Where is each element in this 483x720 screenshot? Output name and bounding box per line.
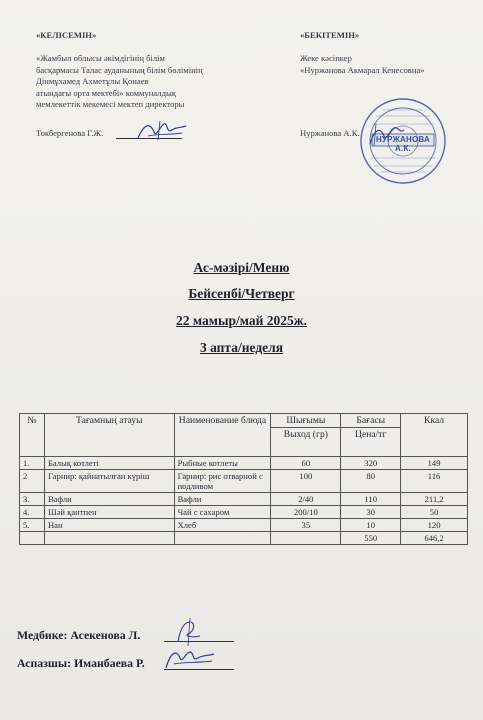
row-price: 110	[341, 493, 401, 506]
row-yield: 60	[271, 457, 341, 470]
approve-right-line: Жеке кәсіпкер	[300, 53, 352, 63]
table-row	[20, 493, 468, 506]
header-price-ru: Цена/тг	[341, 428, 401, 457]
menu-title: Ас-мәзірі/Меню	[193, 260, 290, 275]
approve-left-line: «Жамбыл облысы әкімдігінің білім	[36, 53, 165, 63]
row-yield: 2/40	[271, 493, 341, 506]
row-kcal: 149	[401, 457, 468, 470]
cook-signer: Аспазшы: Иманбаева Р.	[17, 656, 145, 670]
row-num: 5.	[20, 519, 45, 532]
total-price: 550	[341, 532, 401, 545]
row-num: 1.	[20, 457, 45, 470]
director-signature	[134, 118, 190, 144]
header-num: №	[20, 414, 45, 457]
total-empty	[44, 532, 174, 545]
approve-left-line: мемлекеттік мекемесі мектеп директоры	[36, 99, 185, 109]
header-name-ru: Наименование блюда	[174, 414, 271, 457]
table-row	[20, 470, 468, 493]
approve-left-signer: Токбергенова Г.Ж.	[36, 128, 104, 138]
entrepreneur-signature	[366, 120, 406, 150]
approve-left-body	[36, 53, 203, 111]
approve-left-line: басқармасы Талас ауданының білім бөлімінің	[36, 64, 203, 75]
approve-right-line: «Нуржанова Акмарал Кенесовна»	[300, 64, 425, 75]
approve-left-line: атындағы орта мектебі» коммуналдық	[36, 87, 176, 98]
total-empty	[271, 532, 341, 545]
header-kcal: Ккал	[401, 414, 468, 457]
row-price: 80	[341, 470, 401, 493]
header-yield-kz: Шығымы	[271, 414, 341, 428]
menu-date: 22 мамыр/май 2025ж.	[176, 313, 307, 328]
row-price: 10	[341, 519, 401, 532]
header-name-kz: Тағамның атауы	[44, 414, 174, 457]
row-kcal: 50	[401, 506, 468, 519]
row-name-kz: Гарнир: қайнатылған күріш	[44, 470, 174, 493]
row-kcal: 120	[401, 519, 468, 532]
row-name-kz: Балық котлеті	[44, 457, 174, 470]
nurse-signer: Медбике: Асекенова Л.	[17, 628, 141, 642]
total-kcal: 646,2	[401, 532, 468, 545]
row-price: 320	[341, 457, 401, 470]
row-yield: 35	[271, 519, 341, 532]
row-name-ru: Рыбные котлеты	[174, 457, 271, 470]
row-name-kz: Вафли	[44, 493, 174, 506]
stamp-text: НУРЖАНОВА А.К.	[376, 135, 430, 153]
row-num: 4.	[20, 506, 45, 519]
row-num: 2	[20, 470, 45, 493]
row-name-kz: Шәй қантпен	[44, 506, 174, 519]
row-name-kz: Нан	[44, 519, 174, 532]
menu-weekday: Бейсенбі/Четверг	[188, 286, 295, 301]
table-row	[20, 519, 468, 532]
table-total-row	[20, 532, 468, 545]
table-row	[20, 506, 468, 519]
total-empty	[20, 532, 45, 545]
total-empty	[174, 532, 271, 545]
row-num: 3.	[20, 493, 45, 506]
row-kcal: 116	[401, 470, 468, 493]
cook-signature	[162, 644, 218, 674]
approve-right-title: «БЕКІТЕМІН»	[300, 30, 360, 40]
menu-table	[19, 413, 468, 545]
approve-right-body	[300, 53, 425, 76]
row-name-ru: Хлеб	[174, 519, 271, 532]
row-kcal: 211,2	[401, 493, 468, 506]
table-header-row	[20, 414, 468, 428]
row-yield: 100	[271, 470, 341, 493]
row-price: 30	[341, 506, 401, 519]
table-row	[20, 457, 468, 470]
row-name-ru: Гарнир: рис отварной с подливом	[174, 470, 271, 493]
menu-week: 3 апта/неделя	[199, 340, 284, 355]
row-name-ru: Чай с сахаром	[174, 506, 271, 519]
approve-left-line: Дінмұхамед Ахметұлы Қонаев	[36, 76, 149, 86]
approve-left-title: «КЕЛІСЕМІН»	[36, 30, 97, 40]
row-name-ru: Вафли	[174, 493, 271, 506]
header-yield-ru: Выход (гр)	[271, 428, 341, 457]
header-price-kz: Бағасы	[341, 414, 401, 428]
approve-right-signer: Нуржанова А.К.	[300, 128, 360, 138]
row-yield: 200/10	[271, 506, 341, 519]
